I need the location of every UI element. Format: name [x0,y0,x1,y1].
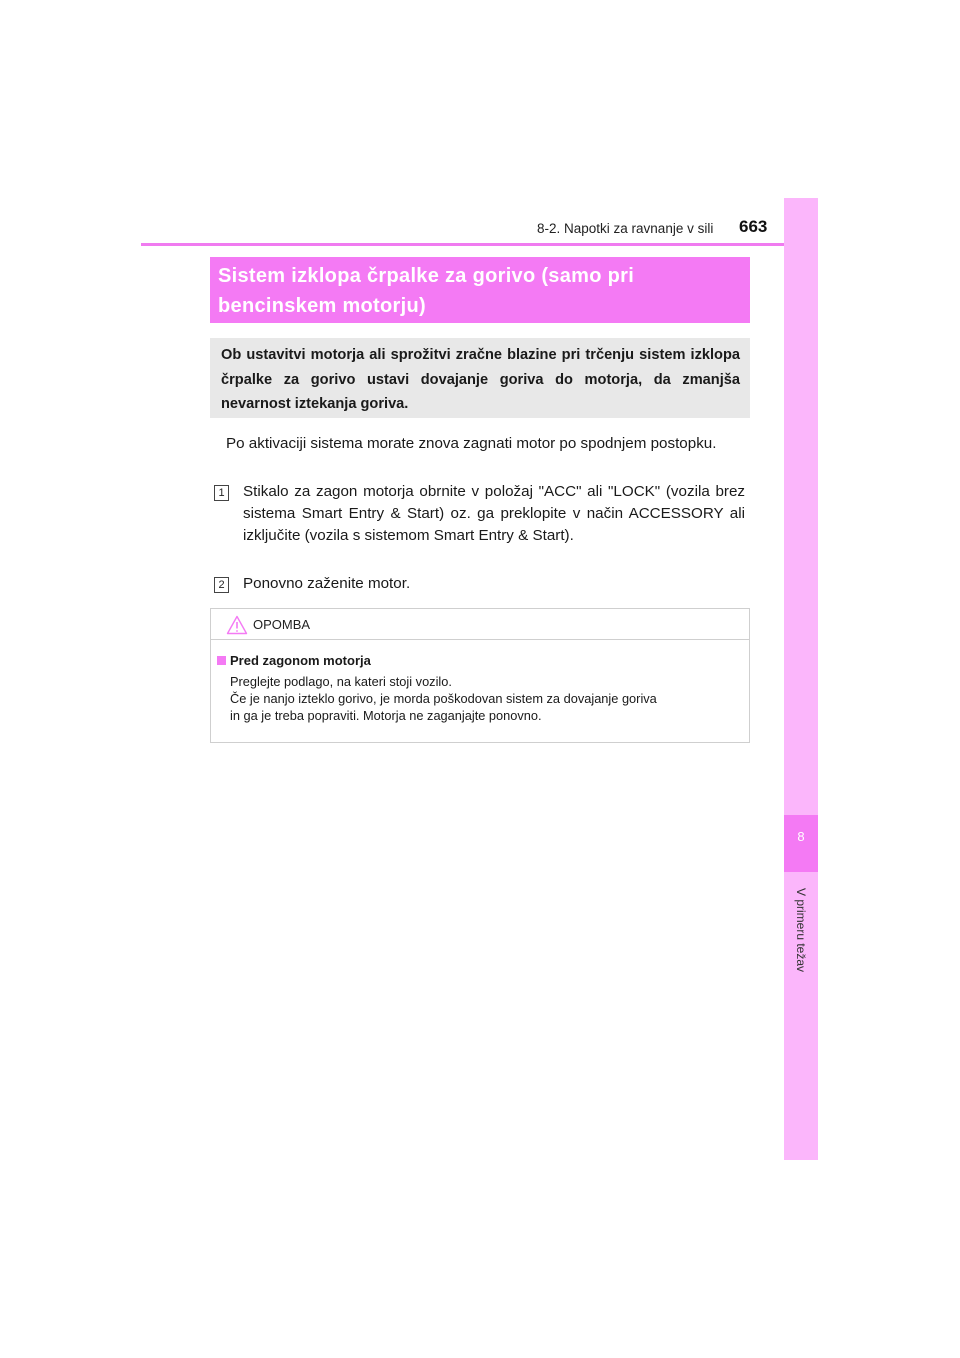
section-title-line-1: Sistem izklopa črpalke za gorivo (samo pri [218,265,635,287]
chapter-side-tab [784,198,818,1160]
warning-triangle-icon [226,615,248,640]
note-title: OPOMBA [253,617,311,632]
page-number: 663 [739,217,768,236]
step-text: Ponovno zaženite motor. [243,575,411,592]
chapter-number: 8 [797,829,805,844]
step-number-badge: 1 [214,485,229,501]
header-rule [141,243,818,246]
chapter-title: V primeru težav [794,887,808,973]
note-item-title-text: Pred zagonom motorja [230,653,371,668]
note-header [211,609,749,640]
note-line: Če je nanjo izteklo gorivo, je morda poškodovan sistem za dovajanje goriva [230,691,657,706]
note-item-title [217,653,371,668]
note-body [230,673,745,724]
section-title-line-2: bencinskem motorju) [218,295,426,317]
note-box [210,608,750,743]
intro-text: Ob ustavitvi motorja ali sprožitvi zračne blazine pri trčenju sistem izklopa črpalke za gorivo ustavi dovajanje goriva do motorja, da zmanjša nevarnost iztekanja goriva. [221,347,740,412]
step-number-badge: 2 [214,577,229,593]
header-section-title: 8-2. Napotki za ravnanje v sili [537,221,714,236]
body-paragraph: Po aktivaciji sistema morate znova zagnati motor po spodnjem postopku. [226,435,717,452]
note-line: Preglejte podlago, na kateri stoji vozilo. [230,674,452,689]
step-2 [214,573,745,595]
section-title-box [210,257,750,323]
step-1 [214,481,745,547]
note-line: in ga je treba popraviti. Motorja ne zaganjajte ponovno. [230,708,542,723]
intro-box [210,338,750,418]
step-text: Stikalo za zagon motorja obrnite v položaj "ACC" ali "LOCK" (vozila brez sistema Smart Entry & Start) oz. ga preklopite v način ACCESSORY ali izključite (vozila s sistemom Smart Entry & Start). [243,483,745,544]
square-bullet-icon [217,656,226,665]
